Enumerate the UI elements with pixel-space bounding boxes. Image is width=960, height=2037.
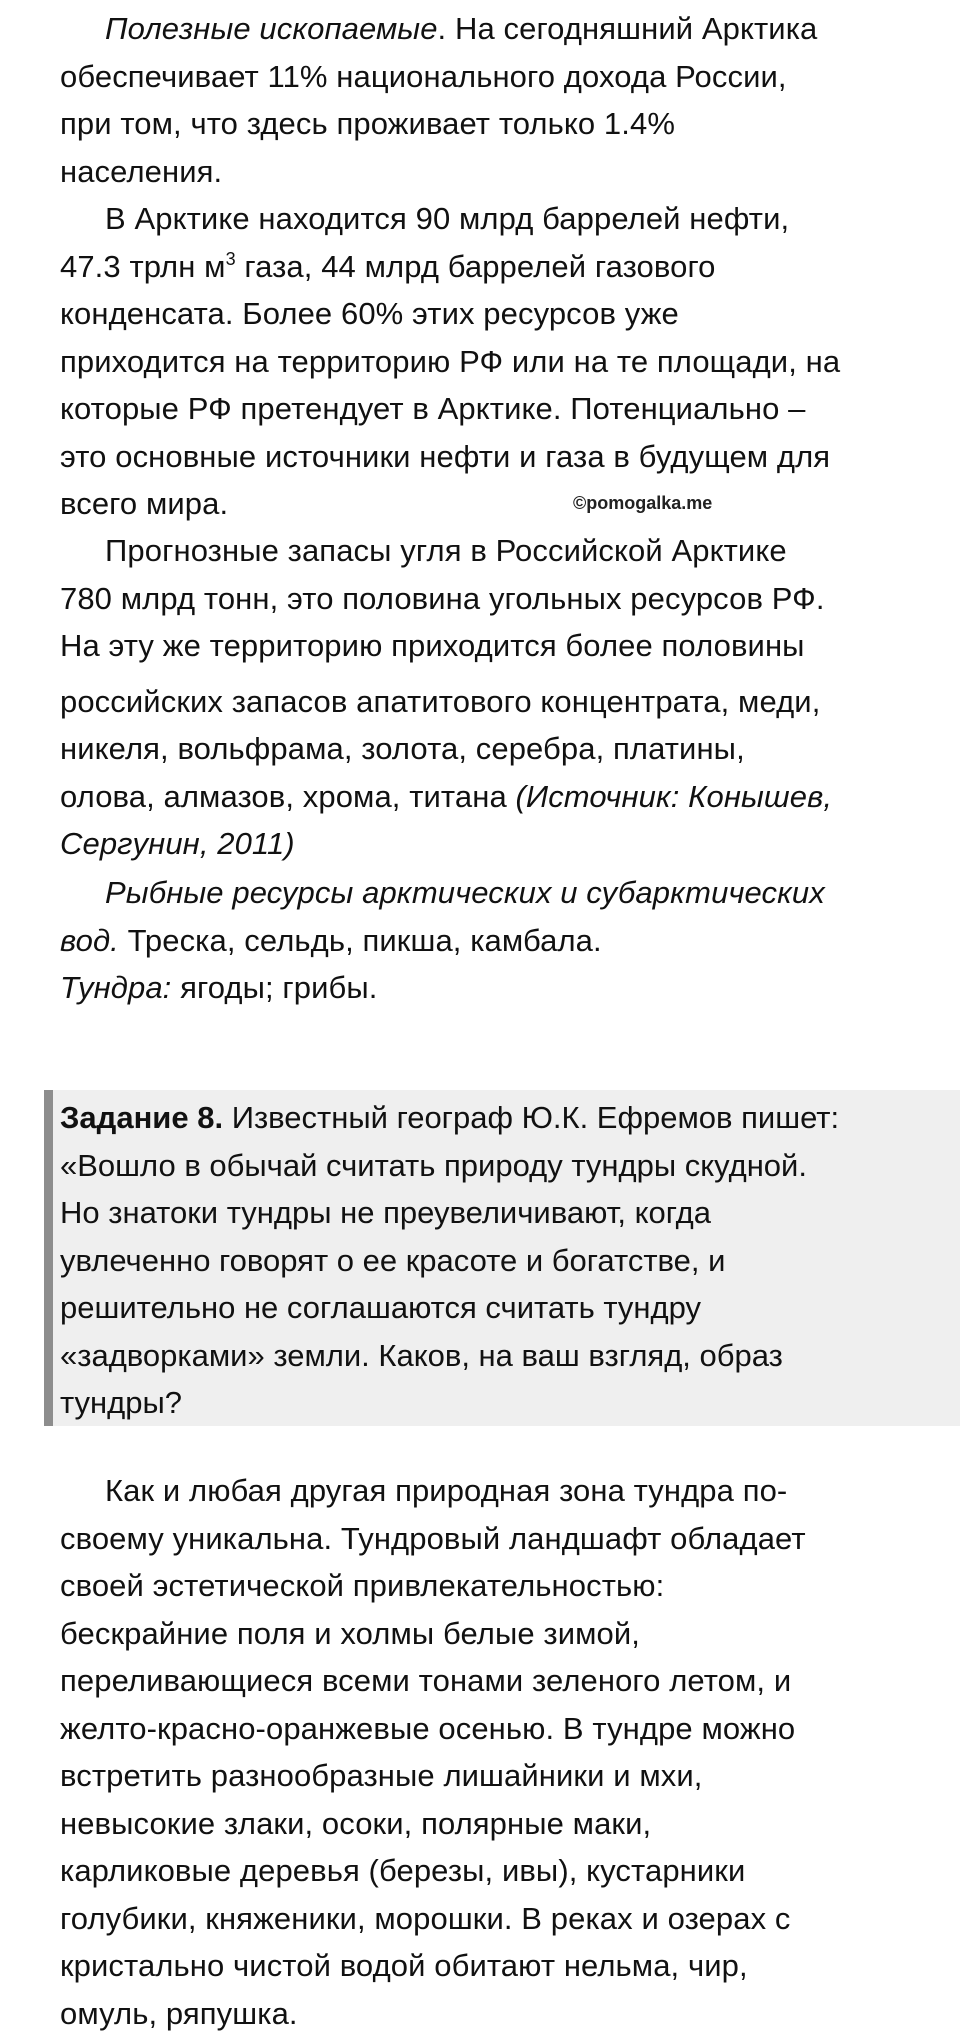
task-text (60, 1094, 839, 1427)
text-line: населения. (60, 153, 223, 189)
text-line (60, 1094, 839, 1142)
text-line: при том, что здесь проживает только 1.4% (60, 106, 675, 141)
text-line: переливающиеся всеми тонами зеленого летом, и (60, 1663, 792, 1698)
text-line: омуль, ряпушка. (60, 1995, 298, 2031)
text-line: это основные источники нефти и газа в будущем для (60, 438, 831, 474)
text-line: кристально чистой водой обитают нельма, чир, (60, 1948, 748, 1983)
source-citation: Сергунин, 2011) (60, 826, 295, 861)
paragraph-oil-gas (60, 195, 960, 528)
source-citation: (Источник: Конышев, (515, 778, 833, 814)
text-line: «Вошло в обычай считать природу тундры скудной. (60, 1147, 807, 1183)
paragraph-coal (60, 527, 960, 868)
text-line: своему уникальна. Тундровый ландшафт обладает (60, 1520, 806, 1556)
text-fragment: Треска, сельдь, пикша, камбала. (118, 922, 602, 958)
text-fragment: вод. (60, 922, 119, 958)
text-line (60, 243, 960, 291)
text-fragment: олова, алмазов, хрома, титана (60, 778, 516, 814)
text-line: В Арктике находится 90 млрд баррелей нефти, (105, 201, 790, 236)
text-line: карликовые деревья (березы, ивы), кустарники (60, 1853, 746, 1888)
text-line: бескрайние поля и холмы белые зимой, (60, 1615, 641, 1651)
text-line: Но знатоки тундры не преувеличивают, когда (60, 1195, 712, 1230)
superscript: 3 (225, 248, 236, 269)
text-line (60, 917, 960, 965)
text-line (60, 5, 960, 53)
text-line: обеспечивает 11% национального дохода России, (60, 58, 787, 94)
paragraph-bio-resources (60, 869, 960, 1012)
text-fragment: . На сегодняшний Арктика (437, 11, 818, 46)
tundra-heading: Тундра: (60, 970, 172, 1005)
text-line: встретить разнообразные лишайники и мхи, (60, 1758, 703, 1793)
text-line: голубики, княженики, морошки. В реках и озерах с (60, 1900, 791, 1936)
text-fragment: 47.3 трлн м (60, 248, 226, 284)
text-line: конденсата. Более 60% этих ресурсов уже (60, 296, 679, 331)
text-line: своей эстетической привлекательностью: (60, 1568, 665, 1603)
text-line (60, 964, 960, 1012)
text-line: российских запасов апатитового концентрата, меди, (60, 683, 821, 719)
answer-paragraph (60, 1467, 960, 2037)
text-line: увлеченно говорят о ее красоте и богатстве, и (60, 1242, 726, 1278)
text-line: На эту же территорию приходится более половины (60, 628, 805, 663)
text-line: всего мира. (60, 486, 229, 521)
task-label: Задание 8. (60, 1100, 224, 1135)
paragraph-minerals (60, 5, 960, 195)
text-line (60, 773, 960, 821)
text-line: Прогнозные запасы угля в Российской Арктике (105, 533, 787, 568)
text-line: Как и любая другая природная зона тундра по- (105, 1473, 788, 1508)
text-line: которые РФ претендует в Арктике. Потенциально – (60, 391, 806, 426)
text-line: 780 млрд тонн, это половина угольных ресурсов РФ. (60, 580, 825, 616)
text-line: решительно не соглашаются считать тундру (60, 1290, 702, 1325)
fish-resources-heading: Рыбные ресурсы арктических и субарктических (105, 875, 825, 910)
text-line: желто-красно-оранжевые осенью. В тундре можно (60, 1710, 796, 1746)
text-fragment: газа, 44 млрд баррелей газового (235, 248, 716, 284)
watermark: ©pomogalka.me (573, 493, 713, 513)
text-fragment: ягоды; грибы. (171, 970, 378, 1005)
text-fragment: Известный географ Ю.К. Ефремов пишет: (223, 1100, 840, 1135)
text-line: никеля, вольфрама, золота, серебра, платины, (60, 731, 745, 766)
text-line: «задворками» земли. Каков, на ваш взгляд, образ (60, 1337, 783, 1373)
text-line: тундры? (60, 1385, 183, 1420)
text-line: невысокие злаки, осоки, полярные маки, (60, 1805, 652, 1841)
minerals-heading: Полезные ископаемые (105, 11, 438, 46)
text-line: приходится на территорию РФ или на те площади, на (60, 343, 841, 379)
